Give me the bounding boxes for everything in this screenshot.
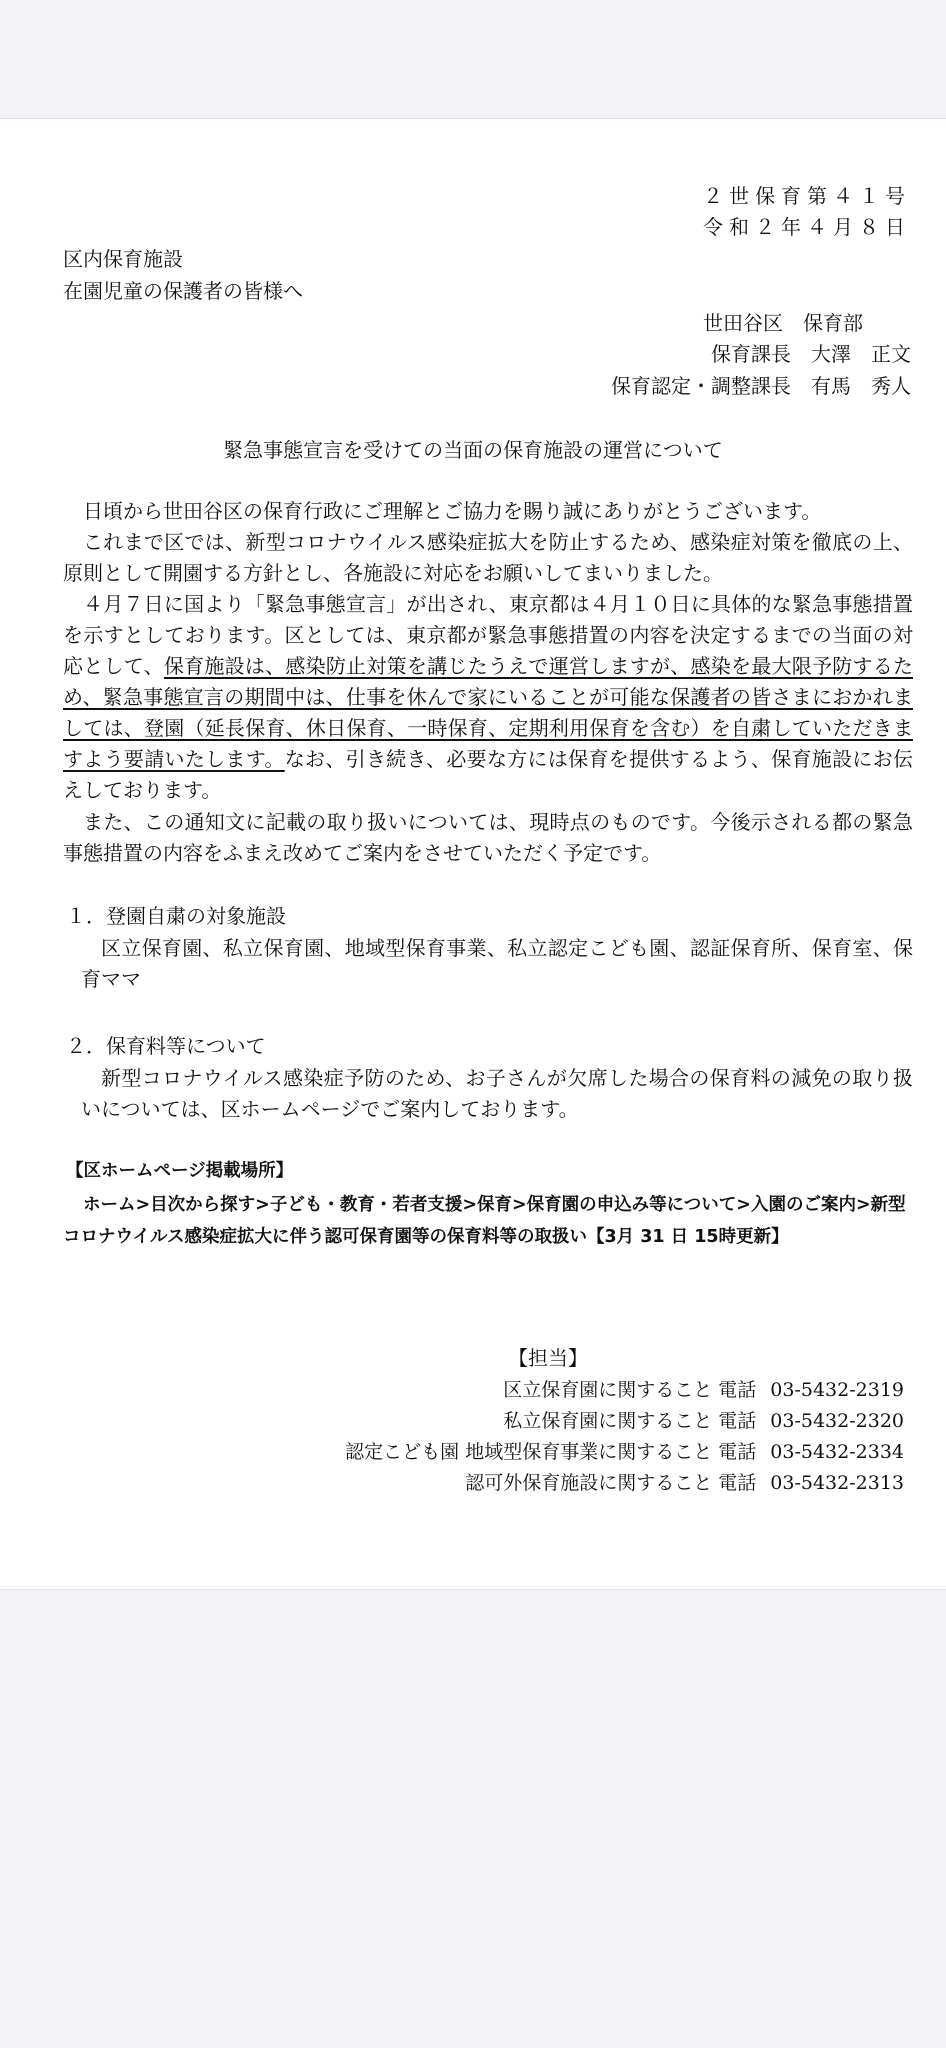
phone-number: 03-5432-2320 [770,1410,904,1432]
contact-heading: 【担当】 [508,1346,588,1370]
sender-adjustment-chief: 保育認定・調整課長 有馬 秀人 [611,374,911,398]
contact-row [345,1437,904,1468]
contact-row [465,1468,904,1499]
contact-label: 私立保育園に関すること [503,1410,713,1432]
homepage-path: ホーム>目次から探す>子ども・教育・若者支援>保育>保育園の申込み等について>入園のご案内>新型コロナウイルス感染症拡大に伴う認可保育園等の保育料等の取扱い【3月 31 日 15時更新】 [63,1195,906,1247]
contact-label: 認定こども園 地域型保育事業に関すること [345,1441,713,1463]
paragraph-emergency-request: 保育施設は、感染防止対策を講じたうえで運営しますが、感染を最大限予防するため、緊急事態宣言の期間中は、仕事を休んで家にいることが可能な保護者の皆さまにおかれましては、登園（延長保育、休日保育、一時保育、定期利用保育を含む）を自粛していただきますよう要請いたします。 [63,654,913,771]
paragraph-emergency [63,589,913,806]
section-2-body: 新型コロナウイルス感染症予防のため、お子さんが欠席した場合の保育料の減免の取り扱いについては、区ホームページでご案内しております。 [81,1066,913,1121]
homepage-heading: 【区ホームページ掲載場所】 [66,1161,294,1181]
phone-label: 電話 [718,1472,757,1494]
section-1-heading: １．登園自粛の対象施設 [66,904,286,928]
phone-number: 03-5432-2319 [770,1379,904,1401]
phone-label: 電話 [718,1379,757,1401]
document-title: 緊急事態宣言を受けての当面の保育施設の運営について [223,438,723,462]
section-2-heading: ２．保育料等について [66,1034,266,1058]
paragraph-emergency-intro: ４月７日に国より「緊急事態宣言」が出され、東京都は４月１０日に具体的な緊急事態措置を示すとしております。区としては、東京都が緊急事態措置の内容を決定するまでの当面の対応として、 [63,592,913,678]
phone-number: 03-5432-2313 [770,1472,904,1494]
sender-department: 世田谷区 保育部 [703,311,863,335]
contact-label: 認可外保育施設に関すること [465,1472,713,1494]
paragraph-greeting: 日頃から世田谷区の保育行政にご理解とご協力を賜り誠にありがとうございます。 [83,499,822,523]
paragraph-emergency-note: なお、引き続き、必要な方には保育を提供するよう、保育施設にお伝えしております。 [63,747,914,802]
contact-row [503,1406,904,1437]
paragraph-notice: また、この通知文に記載の取り扱いについては、現時点のものです。今後示される都の緊急事態措置の内容をふまえ改めてご案内をさせていただく予定です。 [63,810,913,865]
phone-label: 電話 [718,1441,757,1463]
contact-row [503,1375,904,1406]
doc-number: ２世保育第４１号 [703,184,911,208]
phone-number: 03-5432-2334 [770,1441,904,1463]
phone-label: 電話 [718,1410,757,1432]
addressee-facilities: 区内保育施設 [63,247,183,271]
paragraph-background: これまで区では、新型コロナウイルス感染症拡大を防止するため、感染症対策を徹底の上、原則として開園する方針とし、各施設に対応をお願いしてまいりました。 [63,530,913,585]
sender-section-chief: 保育課長 大澤 正文 [711,342,911,366]
addressee-parents: 在園児童の保護者の皆様へ [63,279,303,303]
contact-label: 区立保育園に関すること [503,1379,713,1401]
section-1-body: 区立保育園、私立保育園、地域型保育事業、私立認定こども園、認証保育所、保育室、保育ママ [81,936,913,991]
document-page [0,118,946,1590]
doc-date: 令和２年４月８日 [703,215,911,239]
